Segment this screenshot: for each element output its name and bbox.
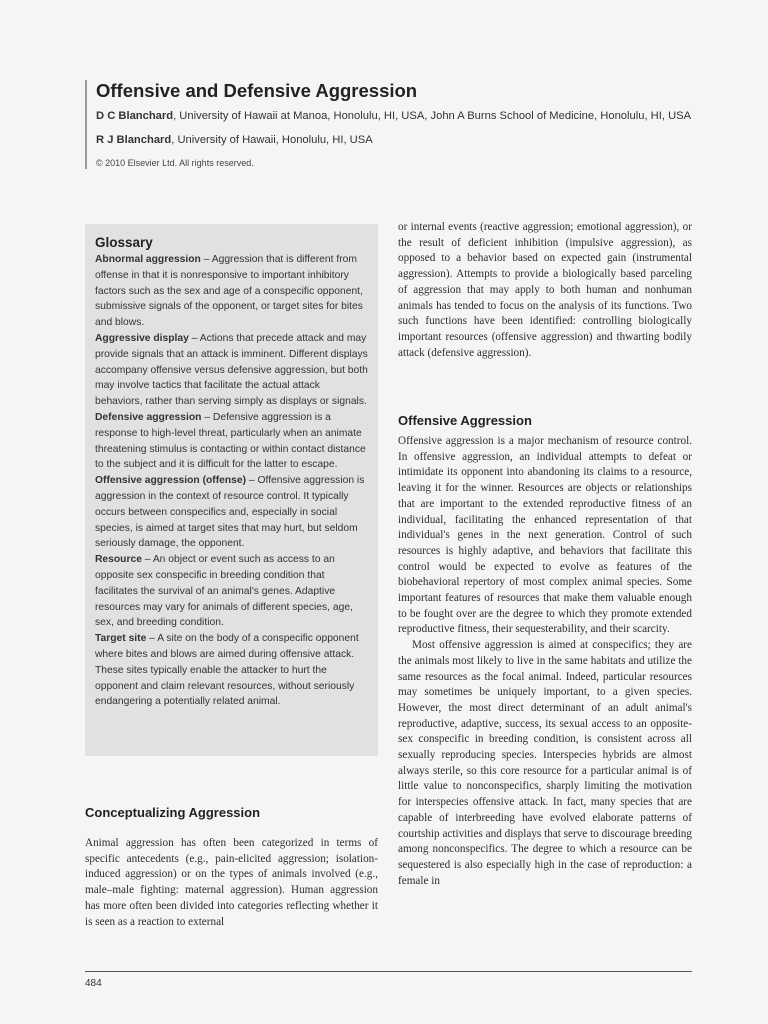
glossary-heading: Glossary xyxy=(95,235,153,250)
section-heading-offensive: Offensive Aggression xyxy=(398,413,532,428)
glossary-definition: – Aggression that is different from offense in that it is nonresponsive to important inhibitory factors such as the sex and age of a conspecific opponent, submissive signals of the opponent, or target sites for bites and blows. xyxy=(95,254,363,329)
glossary-term: Offensive aggression (offense) xyxy=(95,475,247,487)
glossary-term: Resource xyxy=(95,554,142,566)
page-number: 484 xyxy=(85,978,102,989)
author-affiliation: , University of Hawaii, Honolulu, HI, USA xyxy=(171,134,373,146)
glossary-definition: – An object or event such as access to an opposite sex conspecific in breeding condition that facilitates the survival of an animal's genes. Adaptive resources may vary for animals of different species, age, sex, and breeding condition. xyxy=(95,554,353,629)
author-line-1 xyxy=(96,109,696,124)
glossary-entry xyxy=(95,552,368,631)
right-column-intro xyxy=(398,220,692,361)
author-affiliation: , University of Hawaii at Manoa, Honolulu, HI, USA, John A Burns School of Medicine, Honolulu, HI, USA xyxy=(173,110,692,122)
glossary-entry xyxy=(95,252,368,331)
footer-divider xyxy=(85,971,692,972)
glossary-entry xyxy=(95,410,368,473)
glossary-entry xyxy=(95,473,368,552)
glossary-term: Target site xyxy=(95,633,147,645)
section-heading-conceptualizing: Conceptualizing Aggression xyxy=(85,805,261,820)
body-paragraph: Offensive aggression is a major mechanism of resource control. In offensive aggression, an individual attempts to defeat or intimidate its opponent into abandoning its claims to a resource, leaving it for the winner. Resources are objects or relationships that are important to the extended reproductive fitness of an individual, facilitating the enhanced representation of that individual's genes in the next generation. Control of such resources is highly adaptive, and behaviors that facilitate this control would be expected to evolve as features of the biobehavioral repertory of most complex animal species. Some important features of resources that make them valuable enough to be fought over are the degree to which they promote extended reproductive fitness, their sequesterability, and their scarcity. xyxy=(398,435,692,636)
glossary-body xyxy=(95,252,368,710)
article-header xyxy=(85,80,696,169)
glossary-definition: – Defensive aggression is a response to high-level threat, particularly when an animate threatening stimulus is contacting or within contact distance to the subject and it is difficult for the latter to escape. xyxy=(95,411,366,471)
glossary-entry xyxy=(95,631,368,710)
glossary-definition: – Actions that precede attack and may provide signals that an attack is imminent. Different displays accompany offensive versus defensive aggression, but both may involve tactics that facilitate the actual attack behaviors, rather than serving simply as displays or signals. xyxy=(95,332,368,408)
author-name: D C Blanchard xyxy=(96,110,174,122)
glossary-box xyxy=(85,224,378,756)
offensive-aggression-text xyxy=(398,434,692,889)
author-line-2 xyxy=(96,133,696,148)
conceptualizing-paragraph xyxy=(85,836,378,930)
copyright-notice: © 2010 Elsevier Ltd. All rights reserved. xyxy=(96,158,254,168)
body-paragraph: Most offensive aggression is aimed at conspecifics; they are the animals most likely to live in the same habitats and utilize the same resources as the focal animal. Indeed, particular resources may sometimes be uniquely important, to a given species. However, the most direct determinant of an adult animal's reproductive, adaptive, success, its sexual access to an opposite-sex conspecific in breeding condition, is consistent across all sexually reproducing species. Interspecies hybrids are almost always sterile, so this core resource for a particular animal is of little value to nonconspecifics, sharply limiting the motivation for interspecies offensive attack. In fact, many species that are capable of interbreeding have evolved elaborate patterns of courtship activities and displays that serve to discourage breeding among nonconspecifics. The degree to which a resource can be sequestered is also especially high in the case of reproduction: a female in xyxy=(398,639,692,887)
glossary-definition: – A site on the body of a conspecific opponent where bites and blows are aimed during offensive attack. These sites typically enable the attacker to hurt the opponent and claim relevant resources, without seriously endangering a potentially related animal. xyxy=(95,633,359,708)
glossary-term: Aggressive display xyxy=(95,332,189,344)
article-title: Offensive and Defensive Aggression xyxy=(96,80,418,101)
glossary-entry xyxy=(95,331,368,410)
glossary-term: Abnormal aggression xyxy=(95,254,201,265)
author-name: R J Blanchard xyxy=(96,134,172,146)
glossary-definition: – Offensive aggression is aggression in the context of resource control. It typically occurs between conspecifics and, especially in social species, is aimed at target sites that may hurt, but seldom seriously damage, the opponent. xyxy=(95,475,365,550)
body-paragraph: or internal events (reactive aggression; emotional aggression), or the result of deficient inhibition (impulsive aggression), as opposed to a behavior based on expected gain (instrumental aggression). Attempts to provide a biologically based parceling of aggression that may apply to both human and nonhuman animals has tended to focus on the analysis of its functions. Two such functions have been identified: controlling biologically important resources (offensive aggression) and thwarting bodily attack (defensive aggression). xyxy=(398,221,692,359)
glossary-term: Defensive aggression xyxy=(95,411,202,423)
body-paragraph: Animal aggression has often been categorized in terms of specific antecedents (e.g., pain-elicited aggression; isolation-induced aggression) or on the types of animals involved (e.g., male–male fighting: maternal aggression). Human aggression has more often been divided into categories reflecting whether it is seen as a reaction to external xyxy=(85,837,378,928)
